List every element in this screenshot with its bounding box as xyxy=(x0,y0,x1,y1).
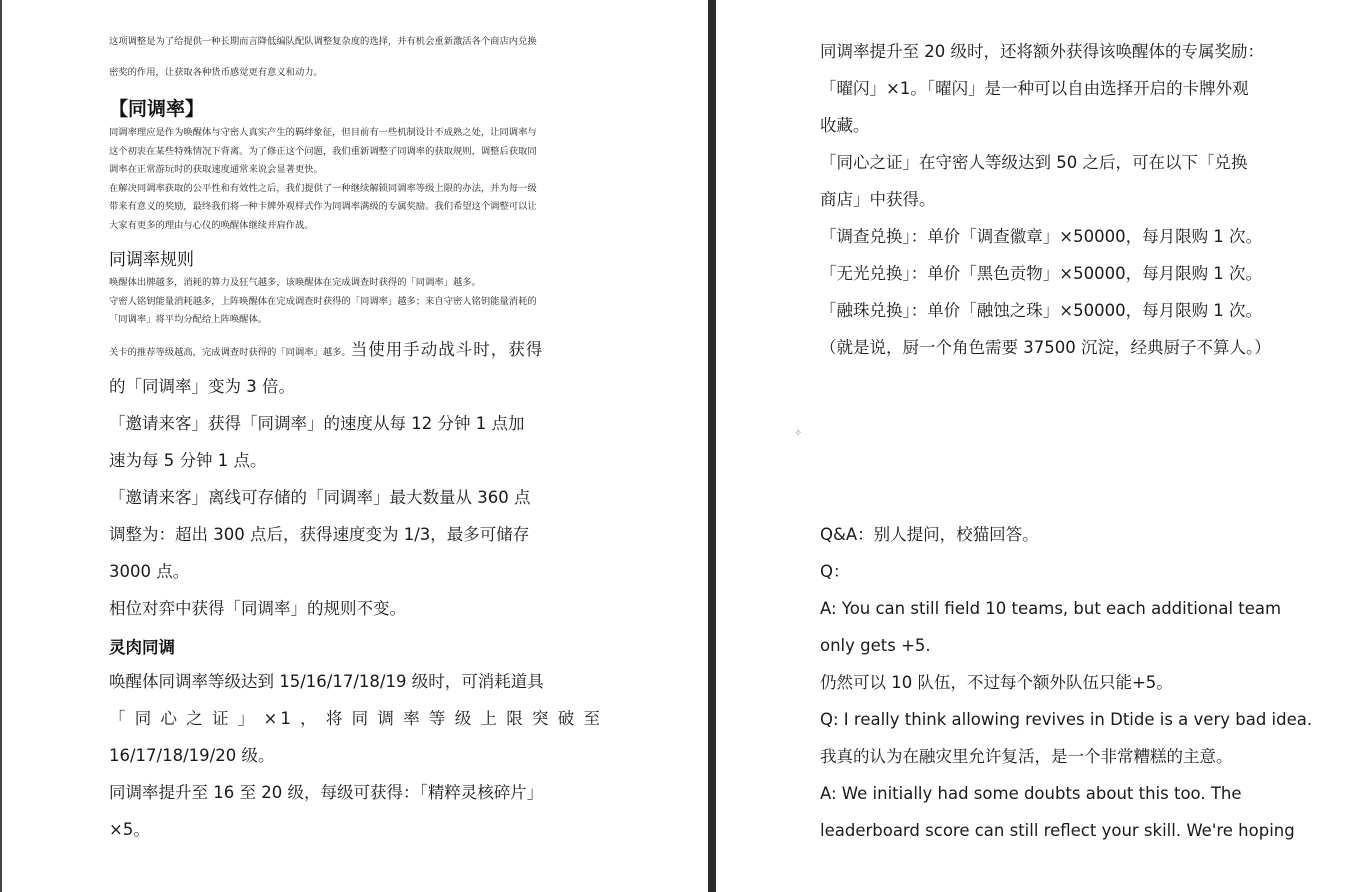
flesh-line: ×5。 xyxy=(109,820,150,839)
rules-large-line: 相位对弈中获得「同调率」的规则不变。 xyxy=(109,599,406,618)
mixed-line xyxy=(109,331,603,371)
rules-paragraph xyxy=(109,274,601,330)
sync-line: 大家有更多的理由与心仪的唤醒体继续并肩作战。 xyxy=(109,219,314,231)
reward-line: 「调查兑换」：单价「调查徽章」×50000，每月限购 1 次。 xyxy=(820,227,1263,246)
qa-block xyxy=(820,516,1320,849)
rules-large-line: 的「同调率」变为 3 倍。 xyxy=(109,377,295,396)
rules-line: 「同调率」将平均分配给上阵唤醒体。 xyxy=(109,314,268,325)
sync-line: 同调率理应是作为唤醒体与守密人真实产生的羁绊象征，但目前有一些机制设计不成熟之处，让同调率与 xyxy=(109,127,537,138)
mixed-large-text: 当使用手动战斗时，获得 xyxy=(350,340,544,359)
rules-large-block xyxy=(109,368,603,627)
qa-line: A: You can still field 10 teams, but each additional team xyxy=(820,599,1282,618)
reward-line: 「融珠兑换」：单价「融蚀之珠」×50000，每月限购 1 次。 xyxy=(820,301,1263,320)
sync-line: 带来有意义的奖励，最终我们将一种卡牌外观样式作为同调率满级的专属奖励。我们希望这个调整可以让 xyxy=(109,201,537,212)
intro-paragraph xyxy=(109,33,601,82)
intro-line: 密奖的作用，让获取各种货币感觉更有意义和动力。 xyxy=(109,66,323,78)
reward-block xyxy=(820,33,1320,366)
qa-line: leaderboard score can still reflect your skill. We're hoping xyxy=(820,821,1295,840)
qa-line: Q&A：别人提问，校猫回答。 xyxy=(820,525,1039,544)
heading-sync-rate: 【同调率】 xyxy=(109,98,205,120)
reward-line: 「无光兑换」：单价「黑色贡物」×50000，每月限购 1 次。 xyxy=(820,264,1263,283)
anchor-icon: ✧ xyxy=(794,428,803,439)
sync-line: 在解决同调率获取的公平性和有效性之后，我们提供了一种继续解锁同调率等级上限的办法，并为每一级 xyxy=(109,182,537,194)
qa-line: 仍然可以 10 队伍，不过每个额外队伍只能+5。 xyxy=(820,673,1173,692)
qa-line: A: We initially had some doubts about this too. The xyxy=(820,784,1242,803)
intro-line: 这项调整是为了给提供一种长期而言降低编队配队调整复杂度的选择，并有机会重新激活各个商店内兑换 xyxy=(109,36,537,47)
right-page xyxy=(716,0,1372,892)
flesh-line: 「同心之证」×1，将同调率等级上限突破至 xyxy=(109,709,603,728)
sync-line: 这个初衷在某些特殊情况下背离。为了修正这个问题，我们重新调整了同调率的获取规则，调整后获取同 xyxy=(109,145,537,157)
page-edge xyxy=(0,0,2,892)
reward-line: 商店」中获得。 xyxy=(820,190,936,209)
qa-line: Q： xyxy=(820,562,850,581)
reward-line: 「同心之证」在守密人等级达到 50 之后，可在以下「兑换 xyxy=(820,153,1248,172)
rules-large-line: 速为每 5 分钟 1 点。 xyxy=(109,451,267,470)
qa-line: 我真的认为在融灾里允许复活，是一个非常糟糕的主意。 xyxy=(820,747,1233,766)
rules-line: 守密人铭钥能量消耗越多，上阵唤醒体在完成调查时获得的「同调率」越多；来自守密人铭钥能量消耗的 xyxy=(109,295,537,307)
rules-large-line: 调整为：超出 300 点后，获得速度变为 1/3，最多可储存 xyxy=(109,525,530,544)
heading-flesh-sync: 灵肉同调 xyxy=(109,638,175,657)
page-divider xyxy=(708,0,716,892)
flesh-line: 唤醒体同调率等级达到 15/16/17/18/19 级时，可消耗道具 xyxy=(109,672,544,691)
rules-large-line: 「邀请来客」离线可存储的「同调率」最大数量从 360 点 xyxy=(109,488,531,507)
mixed-small-text: 关卡的推荐等级越高，完成调查时获得的「同调率」越多。 xyxy=(109,347,351,358)
rules-large-line: 3000 点。 xyxy=(109,562,190,581)
qa-line: only gets +5. xyxy=(820,636,931,655)
reward-line: 同调率提升至 20 级时，还将额外获得该唤醒体的专属奖励： xyxy=(820,42,1264,61)
heading-sync-rules: 同调率规则 xyxy=(109,250,194,270)
reward-line: （就是说，厨一个角色需要 37500 沉淀，经典厨子不算人。） xyxy=(820,338,1271,357)
flesh-block xyxy=(109,663,603,848)
rules-line: 唤醒体出牌越多，消耗的算力及狂气越多，该唤醒体在完成调查时获得的「同调率」越多。 xyxy=(109,277,481,288)
rules-large-line: 「邀请来客」获得「同调率」的速度从每 12 分钟 1 点加 xyxy=(109,414,525,433)
qa-line: Q: I really think allowing revives in Dtide is a very bad idea. xyxy=(820,710,1313,729)
reward-line: 收藏。 xyxy=(820,116,870,135)
flesh-line: 同调率提升至 16 至 20 级，每级可获得：「精粹灵核碎片」 xyxy=(109,783,544,802)
sync-line: 调率在正常游玩时的获取速度通常来说会显著更快。 xyxy=(109,164,323,175)
sync-paragraph xyxy=(109,124,601,235)
flesh-line: 16/17/18/19/20 级。 xyxy=(109,746,275,765)
reward-line: 「曜闪」×1。「曜闪」是一种可以自由选择开启的卡牌外观 xyxy=(820,79,1249,98)
